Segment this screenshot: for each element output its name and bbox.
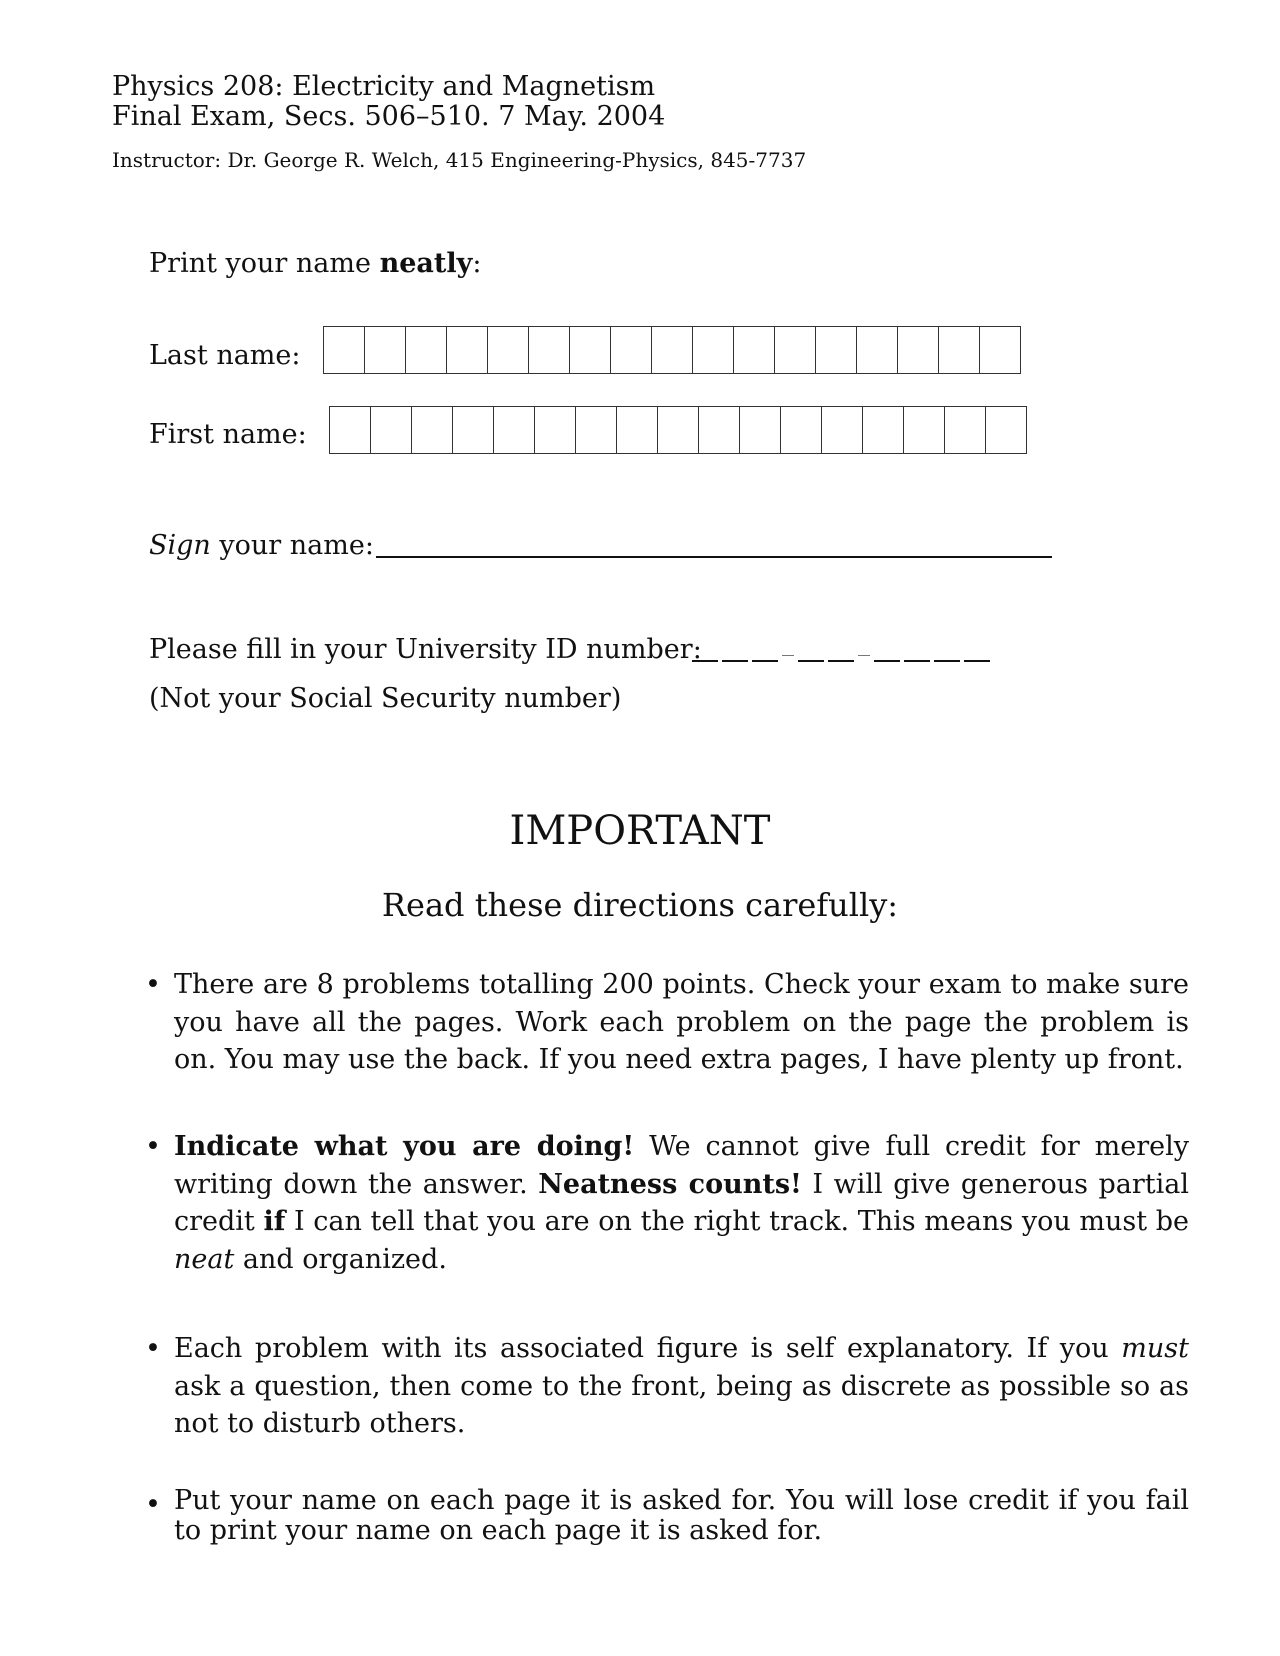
direction-text-4: Put your name on each page it is asked for. You will lose credit if you fail to print your name on each page it is asked for. — [174, 1485, 1189, 1546]
bullet-icon: • — [145, 1489, 161, 1520]
last-name-letter-box[interactable] — [898, 326, 939, 374]
first-name-letter-box[interactable] — [576, 406, 617, 454]
print-name-text: Print your name — [149, 248, 380, 279]
last-name-boxes[interactable] — [323, 326, 1021, 374]
important-heading: IMPORTANT — [509, 808, 771, 854]
b2-text-3: I can tell that you are on the right track. This means you must be — [285, 1206, 1190, 1237]
b2-text-1: We cannot give full credit for merely writing down the answer. — [174, 1131, 1189, 1200]
b2-text-2: I will give generous partial credit — [174, 1168, 1189, 1237]
id-digit-blank[interactable] — [752, 660, 778, 662]
first-name-letter-box[interactable] — [945, 406, 986, 454]
sign-italic: Sign — [149, 530, 211, 561]
must-italic: must — [1121, 1333, 1189, 1364]
first-name-letter-box[interactable] — [330, 406, 371, 454]
first-name-boxes[interactable] — [329, 406, 1027, 454]
b3-text-2: ask a question, then come to the front, being as discrete as possible so as not to disturb others. — [174, 1370, 1189, 1439]
last-name-letter-box[interactable] — [857, 326, 898, 374]
university-id-blanks[interactable] — [692, 660, 994, 662]
first-name-letter-box[interactable] — [494, 406, 535, 454]
first-name-label: First name: — [149, 419, 307, 450]
id-digit-blank[interactable] — [964, 660, 990, 662]
instructor-info: Instructor: Dr. George R. Welch, 415 Engineering-Physics, 845-7737 — [112, 148, 807, 172]
direction-text-1: There are 8 problems totalling 200 points. Check your exam to make sure you have all the pages. Work each problem on the page the problem is on. You may use the back. If you need extra pages, I have plenty up front. — [174, 969, 1189, 1075]
last-name-letter-box[interactable] — [611, 326, 652, 374]
last-name-letter-box[interactable] — [447, 326, 488, 374]
first-name-letter-box[interactable] — [863, 406, 904, 454]
id-separator — [782, 655, 794, 656]
first-name-letter-box[interactable] — [699, 406, 740, 454]
id-digit-blank[interactable] — [692, 660, 718, 662]
id-digit-blank[interactable] — [934, 660, 960, 662]
id-digit-blank[interactable] — [828, 660, 854, 662]
last-name-letter-box[interactable] — [816, 326, 857, 374]
indicate-bold: Indicate what you are doing! — [174, 1131, 635, 1162]
id-digit-blank[interactable] — [722, 660, 748, 662]
university-id-label: Please fill in your University ID number: — [149, 634, 702, 665]
sign-rest: your name: — [210, 530, 374, 561]
last-name-letter-box[interactable] — [406, 326, 447, 374]
last-name-letter-box[interactable] — [980, 326, 1021, 374]
b2-text-4: and organized. — [234, 1243, 447, 1275]
last-name-letter-box[interactable] — [488, 326, 529, 374]
first-name-letter-box[interactable] — [453, 406, 494, 454]
directions-subheading: Read these directions carefully: — [381, 886, 899, 924]
last-name-letter-box[interactable] — [939, 326, 980, 374]
signature-line[interactable] — [376, 556, 1052, 558]
last-name-letter-box[interactable] — [652, 326, 693, 374]
last-name-label: Last name: — [149, 340, 301, 371]
last-name-letter-box[interactable] — [734, 326, 775, 374]
bullet-icon: • — [145, 1131, 161, 1162]
print-name-instruction — [149, 248, 481, 279]
bullet-icon: • — [145, 969, 161, 1000]
bullet-icon: • — [145, 1333, 161, 1364]
last-name-letter-box[interactable] — [570, 326, 611, 374]
first-name-letter-box[interactable] — [617, 406, 658, 454]
last-name-letter-box[interactable] — [529, 326, 570, 374]
id-separator — [858, 655, 870, 656]
id-digit-blank[interactable] — [874, 660, 900, 662]
first-name-letter-box[interactable] — [535, 406, 576, 454]
exam-info: Final Exam, Secs. 506–510. 7 May. 2004 — [112, 101, 666, 132]
sign-name-label — [149, 530, 374, 561]
id-digit-blank[interactable] — [904, 660, 930, 662]
last-name-letter-box[interactable] — [365, 326, 406, 374]
first-name-letter-box[interactable] — [986, 406, 1027, 454]
first-name-letter-box[interactable] — [822, 406, 863, 454]
last-name-letter-box[interactable] — [775, 326, 816, 374]
neatness-bold: Neatness counts! — [538, 1168, 802, 1200]
neat-italic: neat — [174, 1243, 235, 1275]
university-id-note: (Not your Social Security number) — [149, 683, 622, 714]
last-name-letter-box[interactable] — [324, 326, 365, 374]
direction-text-3 — [174, 1330, 1189, 1443]
first-name-letter-box[interactable] — [781, 406, 822, 454]
first-name-letter-box[interactable] — [904, 406, 945, 454]
first-name-letter-box[interactable] — [371, 406, 412, 454]
print-name-bold: neatly — [379, 248, 473, 279]
print-name-colon: : — [472, 248, 482, 279]
course-title: Physics 208: Electricity and Magnetism — [112, 71, 656, 102]
first-name-letter-box[interactable] — [740, 406, 781, 454]
first-name-letter-box[interactable] — [412, 406, 453, 454]
last-name-letter-box[interactable] — [693, 326, 734, 374]
direction-text-2 — [174, 1128, 1189, 1278]
if-bold: if — [263, 1206, 286, 1237]
first-name-letter-box[interactable] — [658, 406, 699, 454]
b3-text-1: Each problem with its associated figure is self explanatory. If you — [174, 1333, 1122, 1364]
id-digit-blank[interactable] — [798, 660, 824, 662]
